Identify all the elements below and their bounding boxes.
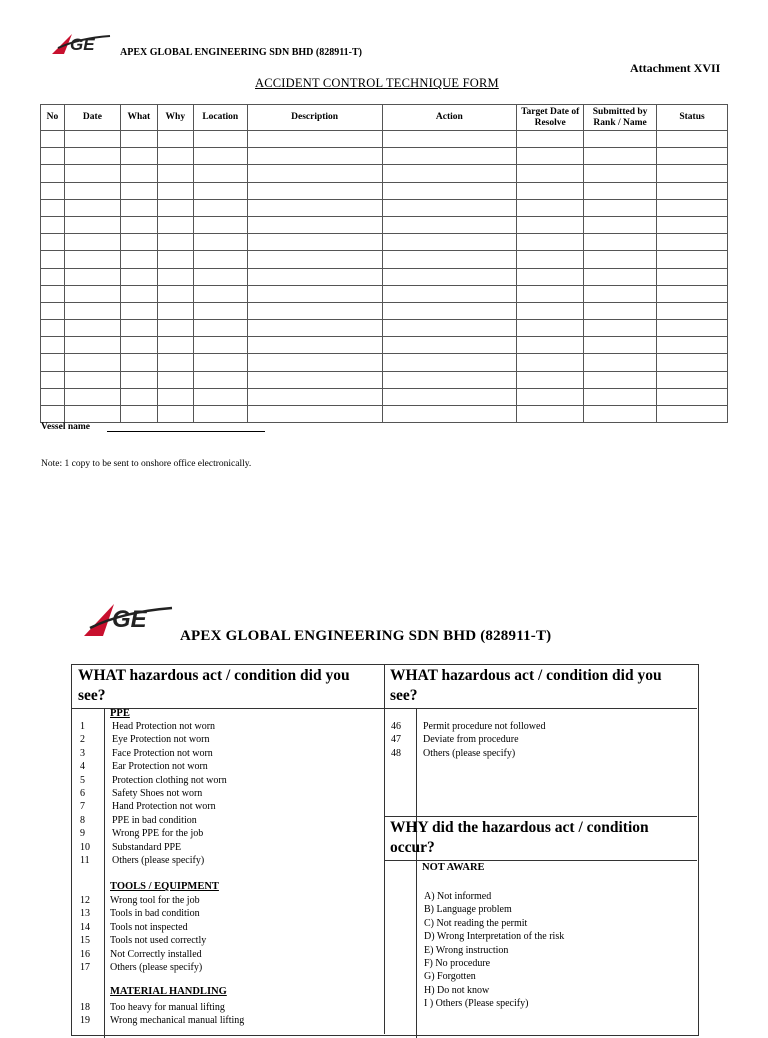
table-cell[interactable]: [41, 165, 65, 182]
table-row: [41, 354, 728, 371]
col-header-action: Action: [382, 105, 517, 131]
col-header-description: Description: [247, 105, 382, 131]
table-cell[interactable]: [247, 354, 382, 371]
table-cell[interactable]: [382, 251, 517, 268]
item-number: 6: [80, 788, 85, 799]
checklist-item[interactable]: A) Not informed: [424, 891, 492, 902]
not-aware-title: NOT AWARE: [422, 862, 485, 873]
table-row: [41, 268, 728, 285]
item-number: 11: [80, 855, 90, 866]
table-cell[interactable]: [157, 199, 193, 216]
table-cell[interactable]: [584, 388, 657, 405]
table-cell[interactable]: [584, 131, 657, 148]
table-cell[interactable]: [247, 337, 382, 354]
item-number: 14: [80, 921, 90, 933]
table-cell[interactable]: [41, 388, 65, 405]
table-cell[interactable]: [120, 388, 157, 405]
table-cell[interactable]: [657, 320, 728, 337]
table-cell[interactable]: [584, 285, 657, 302]
table-cell[interactable]: [247, 320, 382, 337]
table-cell[interactable]: [64, 165, 120, 182]
table-cell[interactable]: [157, 131, 193, 148]
table-cell[interactable]: [64, 320, 120, 337]
checklist-item[interactable]: I ) Others (Please specify): [424, 998, 529, 1010]
item-number: 1: [80, 721, 85, 732]
table-cell[interactable]: [657, 268, 728, 285]
col-header-location: Location: [193, 105, 247, 131]
item-number: 46: [391, 721, 401, 732]
item-number: 9: [80, 828, 85, 840]
table-cell[interactable]: [157, 234, 193, 251]
table-cell[interactable]: [584, 216, 657, 233]
table-header-row: [41, 105, 728, 131]
table-cell[interactable]: [157, 285, 193, 302]
table-cell[interactable]: [157, 165, 193, 182]
col-header-status: Status: [657, 105, 728, 131]
table-cell[interactable]: [584, 182, 657, 199]
left-column-divider: [384, 664, 385, 1034]
table-cell[interactable]: [584, 371, 657, 388]
table-row: [41, 406, 728, 423]
table-cell[interactable]: [64, 406, 120, 423]
table-cell[interactable]: [517, 148, 584, 165]
table-cell[interactable]: [382, 131, 517, 148]
table-cell[interactable]: [382, 268, 517, 285]
table-cell[interactable]: [157, 302, 193, 319]
table-cell[interactable]: [193, 320, 247, 337]
table-cell[interactable]: [64, 354, 120, 371]
table-cell[interactable]: [657, 182, 728, 199]
table-cell[interactable]: [517, 199, 584, 216]
table-cell[interactable]: [193, 131, 247, 148]
table-cell[interactable]: [41, 302, 65, 319]
table-cell[interactable]: [657, 131, 728, 148]
checklist-item[interactable]: Permit procedure not followed: [423, 721, 546, 732]
table-cell[interactable]: [120, 148, 157, 165]
table-cell[interactable]: [193, 165, 247, 182]
company-name-large: APEX GLOBAL ENGINEERING SDN BHD (828911-T): [180, 628, 552, 644]
right-number-divider: [416, 708, 417, 1038]
col-header-submitted-by: Submitted by Rank / Name: [584, 105, 657, 131]
table-row: [41, 182, 728, 199]
table-cell[interactable]: [247, 388, 382, 405]
table-row: [41, 234, 728, 251]
why-section-underline: [384, 860, 697, 861]
table-cell[interactable]: [247, 199, 382, 216]
table-row: [41, 216, 728, 233]
table-cell[interactable]: [64, 337, 120, 354]
table-cell[interactable]: [247, 406, 382, 423]
item-number: 7: [80, 801, 85, 813]
vessel-name-field[interactable]: [107, 431, 265, 432]
table-cell[interactable]: [517, 388, 584, 405]
table-cell[interactable]: [247, 234, 382, 251]
table-row: [41, 165, 728, 182]
table-cell[interactable]: [657, 285, 728, 302]
item-number: 19: [80, 1015, 90, 1027]
table-cell[interactable]: [120, 251, 157, 268]
table-cell[interactable]: [120, 234, 157, 251]
table-cell[interactable]: [657, 251, 728, 268]
table-cell[interactable]: [193, 199, 247, 216]
material-section-title: MATERIAL HANDLING: [110, 986, 227, 997]
item-number: 15: [80, 935, 90, 947]
table-cell[interactable]: [584, 148, 657, 165]
right-heading-underline: [384, 708, 697, 709]
checklist-item[interactable]: Face Protection not worn: [112, 747, 213, 759]
table-cell[interactable]: [120, 337, 157, 354]
table-cell[interactable]: [517, 354, 584, 371]
table-cell[interactable]: [64, 234, 120, 251]
table-cell[interactable]: [41, 216, 65, 233]
item-number: 18: [80, 1002, 90, 1013]
table-cell[interactable]: [517, 216, 584, 233]
checklist-item[interactable]: F) No procedure: [424, 958, 491, 969]
what-heading-left: WHAT hazardous act / condition did you see?: [78, 667, 350, 704]
item-number: 10: [80, 841, 90, 853]
tools-section-title: TOOLS / EQUIPMENT: [110, 881, 219, 892]
table-cell[interactable]: [157, 388, 193, 405]
item-number: 48: [391, 747, 401, 759]
table-cell[interactable]: [657, 165, 728, 182]
table-cell[interactable]: [657, 354, 728, 371]
table-cell[interactable]: [193, 234, 247, 251]
table-cell[interactable]: [41, 406, 65, 423]
table-cell[interactable]: [41, 354, 65, 371]
item-number: 13: [80, 908, 90, 920]
table-cell[interactable]: [517, 251, 584, 268]
table-cell[interactable]: [157, 251, 193, 268]
table-cell[interactable]: [193, 354, 247, 371]
table-cell[interactable]: [517, 371, 584, 388]
table-cell[interactable]: [193, 182, 247, 199]
company-name: APEX GLOBAL ENGINEERING SDN BHD (828911-T): [120, 47, 362, 58]
table-cell[interactable]: [517, 182, 584, 199]
why-section-top: [384, 816, 697, 817]
col-header-date: Date: [64, 105, 120, 131]
table-cell[interactable]: [41, 285, 65, 302]
table-cell[interactable]: [382, 371, 517, 388]
table-cell[interactable]: [382, 302, 517, 319]
svg-text:GE: GE: [70, 35, 95, 54]
table-cell[interactable]: [247, 251, 382, 268]
checklist-item[interactable]: H) Do not know: [424, 984, 490, 996]
table-cell[interactable]: [41, 199, 65, 216]
table-cell[interactable]: [382, 388, 517, 405]
table-cell[interactable]: [382, 234, 517, 251]
checklist-item[interactable]: B) Language problem: [424, 904, 512, 916]
item-number: 4: [80, 761, 85, 773]
table-cell[interactable]: [657, 216, 728, 233]
checklist-item[interactable]: Others (please specify): [110, 962, 203, 973]
table-cell[interactable]: [41, 234, 65, 251]
table-cell[interactable]: [382, 320, 517, 337]
table-row: [41, 320, 728, 337]
item-number: 12: [80, 895, 90, 906]
table-cell[interactable]: [193, 371, 247, 388]
col-header-why: Why: [157, 105, 193, 131]
checklist-item[interactable]: Tools in bad condition: [110, 908, 200, 920]
table-cell[interactable]: [657, 388, 728, 405]
checklist-item[interactable]: Wrong tool for the job: [110, 895, 200, 906]
item-number: 5: [80, 774, 85, 786]
table-cell[interactable]: [64, 131, 120, 148]
table-row: [41, 199, 728, 216]
company-logo: [50, 28, 114, 56]
table-cell[interactable]: [517, 131, 584, 148]
table-cell[interactable]: [247, 182, 382, 199]
item-number: 8: [80, 814, 85, 826]
item-number: 2: [80, 734, 85, 746]
table-cell[interactable]: [193, 285, 247, 302]
table-cell[interactable]: [193, 216, 247, 233]
table-cell[interactable]: [382, 406, 517, 423]
col-header-target-date: Target Date of Resolve: [517, 105, 584, 131]
table-cell[interactable]: [41, 320, 65, 337]
table-cell[interactable]: [157, 371, 193, 388]
table-cell[interactable]: [657, 302, 728, 319]
table-cell[interactable]: [247, 131, 382, 148]
checklist-item[interactable]: Hand Protection not worn: [112, 801, 216, 813]
checklist-item[interactable]: E) Wrong instruction: [424, 944, 509, 956]
table-cell[interactable]: [584, 354, 657, 371]
table-cell[interactable]: [657, 199, 728, 216]
why-heading: WHY did the hazardous act / condition occur?: [390, 819, 649, 856]
attachment-label: Attachment XVII: [630, 61, 721, 75]
table-cell[interactable]: [517, 406, 584, 423]
checklist-item[interactable]: D) Wrong Interpretation of the risk: [424, 931, 565, 943]
table-cell[interactable]: [193, 337, 247, 354]
table-cell[interactable]: [120, 131, 157, 148]
col-header-no: No: [41, 105, 65, 131]
table-cell[interactable]: [517, 302, 584, 319]
table-cell[interactable]: [157, 337, 193, 354]
table-cell[interactable]: [157, 268, 193, 285]
what-heading-right: WHAT hazardous act / condition did you see?: [390, 667, 662, 704]
table-cell[interactable]: [157, 182, 193, 199]
table-cell[interactable]: [584, 234, 657, 251]
table-cell[interactable]: [157, 354, 193, 371]
checklist-item[interactable]: Substandard PPE: [112, 841, 182, 853]
table-cell[interactable]: [584, 337, 657, 354]
col-header-what: What: [120, 105, 157, 131]
table-cell[interactable]: [247, 371, 382, 388]
table-cell[interactable]: [584, 406, 657, 423]
table-cell[interactable]: [120, 320, 157, 337]
table-cell[interactable]: [657, 406, 728, 423]
table-cell[interactable]: [64, 148, 120, 165]
table-cell[interactable]: [247, 216, 382, 233]
table-cell[interactable]: [657, 337, 728, 354]
checklist-item[interactable]: Ear Protection not worn: [112, 761, 208, 773]
table-cell[interactable]: [382, 337, 517, 354]
checklist-item[interactable]: Others (please specify): [112, 855, 205, 866]
checklist-item[interactable]: Wrong mechanical manual lifting: [110, 1015, 245, 1027]
checklist-item[interactable]: Wrong PPE for the job: [112, 828, 204, 840]
table-cell[interactable]: [64, 285, 120, 302]
table-cell[interactable]: [193, 148, 247, 165]
table-cell[interactable]: [120, 406, 157, 423]
table-cell[interactable]: [382, 285, 517, 302]
table-cell[interactable]: [517, 320, 584, 337]
checklist-item[interactable]: Tools not inspected: [110, 921, 188, 933]
table-cell[interactable]: [247, 148, 382, 165]
table-cell[interactable]: [193, 251, 247, 268]
table-cell[interactable]: [120, 165, 157, 182]
item-number: 17: [80, 962, 90, 973]
checklist-item[interactable]: G) Forgotten: [424, 971, 476, 983]
ppe-section-title: PPE: [110, 708, 130, 719]
table-cell[interactable]: [41, 131, 65, 148]
vessel-name-label: Vessel name: [41, 422, 90, 432]
table-cell[interactable]: [157, 320, 193, 337]
table-cell[interactable]: [584, 199, 657, 216]
checklist-item[interactable]: Protection clothing not worn: [112, 774, 227, 786]
table-cell[interactable]: [517, 268, 584, 285]
table-cell[interactable]: [64, 251, 120, 268]
table-cell[interactable]: [41, 182, 65, 199]
table-cell[interactable]: [157, 216, 193, 233]
checklist-item[interactable]: Others (please specify): [423, 747, 516, 759]
table-cell[interactable]: [584, 251, 657, 268]
table-cell[interactable]: [64, 388, 120, 405]
table-cell[interactable]: [247, 302, 382, 319]
table-cell[interactable]: [657, 371, 728, 388]
table-row: [41, 251, 728, 268]
table-cell[interactable]: [120, 268, 157, 285]
checklist-item[interactable]: Not Correctly installed: [110, 948, 202, 960]
table-cell[interactable]: [382, 354, 517, 371]
table-cell[interactable]: [584, 165, 657, 182]
table-row: [41, 371, 728, 388]
table-row: [41, 148, 728, 165]
checklist-item[interactable]: Eye Protection not worn: [112, 734, 210, 746]
table-cell[interactable]: [64, 199, 120, 216]
table-cell[interactable]: [41, 148, 65, 165]
table-cell[interactable]: [247, 165, 382, 182]
table-cell[interactable]: [247, 285, 382, 302]
company-logo-large: [82, 596, 174, 638]
table-cell[interactable]: [64, 302, 120, 319]
table-cell[interactable]: [517, 234, 584, 251]
item-number: 47: [391, 734, 401, 746]
table-row: [41, 285, 728, 302]
table-cell[interactable]: [64, 268, 120, 285]
table-cell[interactable]: [193, 388, 247, 405]
table-row: [41, 337, 728, 354]
table-cell[interactable]: [382, 216, 517, 233]
table-cell[interactable]: [193, 302, 247, 319]
table-cell[interactable]: [584, 320, 657, 337]
checklist-item[interactable]: Deviate from procedure: [423, 734, 519, 746]
table-cell[interactable]: [120, 182, 157, 199]
table-cell[interactable]: [382, 182, 517, 199]
table-cell[interactable]: [584, 268, 657, 285]
checklist-item[interactable]: C) Not reading the permit: [424, 917, 528, 929]
table-cell[interactable]: [120, 302, 157, 319]
note-text: Note: 1 copy to be sent to onshore office electronically.: [41, 459, 252, 469]
table-cell[interactable]: [41, 251, 65, 268]
table-cell[interactable]: [193, 268, 247, 285]
checklist-item[interactable]: Too heavy for manual lifting: [110, 1002, 225, 1013]
svg-text:GE: GE: [112, 606, 147, 633]
table-cell[interactable]: [517, 285, 584, 302]
accident-table: [40, 104, 728, 423]
checklist-item[interactable]: Safety Shoes not worn: [112, 788, 203, 799]
table-cell[interactable]: [193, 406, 247, 423]
table-cell[interactable]: [382, 199, 517, 216]
table-row: [41, 388, 728, 405]
table-cell[interactable]: [120, 371, 157, 388]
checklist-item[interactable]: PPE in bad condition: [112, 814, 197, 826]
table-cell[interactable]: [657, 148, 728, 165]
table-cell[interactable]: [120, 285, 157, 302]
table-cell[interactable]: [657, 234, 728, 251]
table-cell[interactable]: [517, 165, 584, 182]
table-cell[interactable]: [120, 354, 157, 371]
table-cell[interactable]: [157, 148, 193, 165]
checklist-item[interactable]: Head Protection not worn: [112, 721, 216, 732]
table-cell[interactable]: [41, 337, 65, 354]
table-cell[interactable]: [584, 302, 657, 319]
table-cell[interactable]: [157, 406, 193, 423]
table-cell[interactable]: [120, 199, 157, 216]
item-number: 3: [80, 747, 85, 759]
table-cell[interactable]: [41, 268, 65, 285]
table-cell[interactable]: [64, 182, 120, 199]
table-cell[interactable]: [64, 216, 120, 233]
form-title: ACCIDENT CONTROL TECHNIQUE FORM: [255, 76, 499, 90]
table-cell[interactable]: [517, 337, 584, 354]
table-cell[interactable]: [382, 165, 517, 182]
table-cell[interactable]: [247, 268, 382, 285]
item-number: 16: [80, 948, 90, 960]
table-row: [41, 131, 728, 148]
table-cell[interactable]: [41, 371, 65, 388]
table-cell[interactable]: [64, 371, 120, 388]
left-number-divider: [104, 708, 105, 1038]
table-cell[interactable]: [120, 216, 157, 233]
table-cell[interactable]: [382, 148, 517, 165]
table-row: [41, 302, 728, 319]
checklist-item[interactable]: Tools not used correctly: [110, 935, 207, 947]
